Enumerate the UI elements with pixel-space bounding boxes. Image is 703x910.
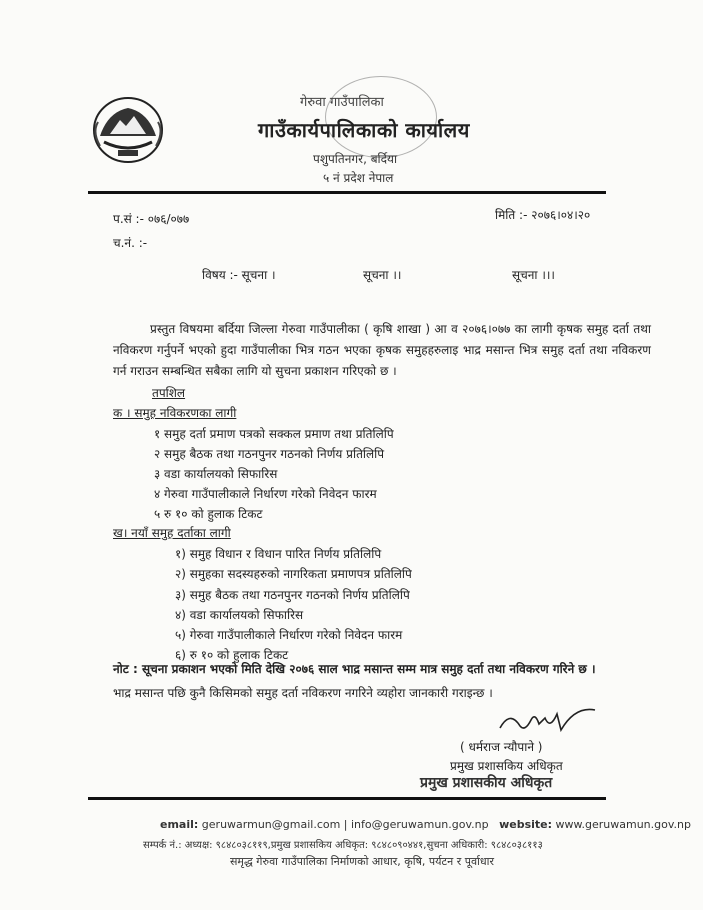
section-a-item: ४ गेरुवा गाउँपालीकाले निर्धारण गरेको निवेदन फारम (154, 487, 377, 501)
notice-paragraph: प्रस्तुत विषयमा बर्दिया जिल्ला गेरुवा गाउँपालीका ( कृषि शाखा ) आ व २०७६।०७७ का लागी कृषक समुह दर्ता तथा नविकरण गर्नुपर्ने भएको हुदा गाउँपालीका भित्र गठन भएका कृषक समुहहरुलाइ भाद्र मसान्त भित्र समुह दर्ता तथा नविकरण गर्न गराउन सम्बन्धित सबैका लागि यो सुचना प्रकाशन गरिएको छ । (113, 322, 651, 378)
subject-label: विषय :- सूचना । (202, 268, 276, 282)
footer-slogan: समृद्ध गेरुवा गाउँपालिका निर्माणको आधार, कृषि, पर्यटन र पूर्वाधार (230, 855, 495, 868)
section-a-item: २ समुह बैठक तथा गठनपुनर गठनको निर्णय प्रतिलिपि (154, 447, 385, 461)
handwritten-signature (495, 700, 600, 740)
website-label: website: (499, 818, 553, 831)
office-title: गाउँकार्यपालिकाको कार्यालय (258, 118, 470, 142)
note-line-2: भाद्र मसान्त पछि कुनै किसिमको समुह दर्ता नविकरण नगरिने व्यहोरा जानकारी गराइन्छ । (113, 686, 493, 700)
section-a-item: ३ वडा कार्यालयको सिफारिस (154, 467, 278, 481)
section-b-item: ४) वडा कार्यालयको सिफारिस (175, 608, 304, 622)
footer-email-row (160, 818, 691, 831)
note-block (113, 657, 661, 705)
signatory-designation: प्रमुख प्रशासकिय अधिकृत (450, 759, 563, 773)
address-line-2: ५ नं प्रदेश नेपाल (323, 171, 394, 185)
section-b-item: ६) रु १० को हुलाक टिकट (175, 648, 289, 662)
section-b-item: २) समुहका सदस्यहरुको नागरिकता प्रमाणपत्र प्रतिलिपि (175, 567, 412, 581)
dispatch-number: च.नं. :- (113, 236, 148, 250)
designation-stamp: प्रमुख प्रशासकीय अधिकृत (420, 775, 553, 791)
section-b-item: १) समुह विधान र विधान पारित निर्णय प्रतिलिपि (175, 547, 382, 561)
section-a-item: ५ रु १० को हुलाक टिकट (154, 507, 263, 521)
note-line-1: नोट : सूचना प्रकाशन भएको मिति देखि २०७६ साल भाद्र मसान्त सम्म मात्र समुह दर्ता तथा नविकरण गरिने छ । (113, 662, 596, 676)
email-label: email: (160, 818, 199, 831)
office-name: गेरुवा गाउँपालिका (300, 95, 384, 110)
section-b-item: ३) समुह बैठक तथा गठनपुनर गठनको निर्णय प्रतिलिपि (175, 588, 410, 602)
letter-date: मिति :- २०७६।०४।२० (495, 208, 591, 222)
signatory-name: ( धर्मराज न्यौपाने ) (460, 740, 543, 754)
section-a-title: क । समुह नविकरणका लागी (113, 406, 237, 420)
government-emblem-icon (88, 92, 168, 168)
section-a-item: १ समुह दर्ता प्रमाण पत्रको सक्कल प्रमाण तथा प्रतिलिपि (154, 427, 394, 441)
subject-notice-2: सूचना ।। (363, 268, 402, 282)
reference-number: प.सं :- ०७६/०७७ (113, 212, 190, 226)
section-b-item: ५) गेरुवा गाउँपालीकाले निर्धारण गरेको निवेदन फारम (175, 628, 403, 642)
subject-notice-3: सूचना ।।। (512, 268, 555, 282)
email-value: geruwarmun@gmail.com | info@geruwamun.gov.np (201, 818, 489, 831)
details-label: तपशिल (152, 386, 186, 400)
header-divider (88, 191, 606, 194)
footer-divider (88, 797, 606, 800)
section-b-title: ख। नयाँ समुह दर्ताका लागी (113, 526, 231, 540)
address-line-1: पशुपतिनगर, बर्दिया (313, 152, 398, 166)
footer-contact: सम्पर्क नं.: अध्यक्ष: ९८४८०३८११९,प्रमुख प्रशासकिय अधिकृत: ९८४८०९०४४१,सुचना अधिकारी: ९८४८०३८११३ (143, 840, 543, 851)
website-value: www.geruwamun.gov.np (555, 818, 691, 831)
